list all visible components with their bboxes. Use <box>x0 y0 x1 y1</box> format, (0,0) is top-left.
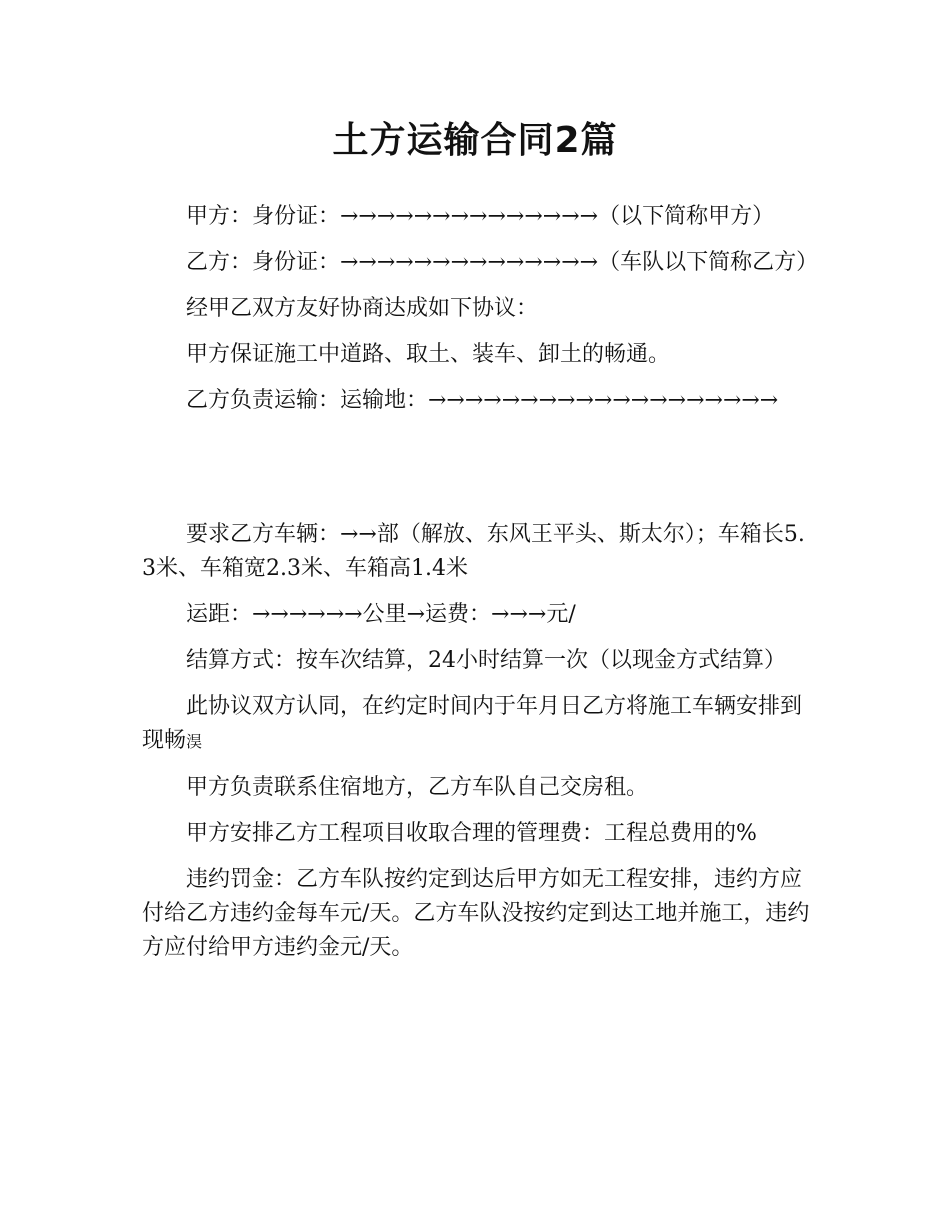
paragraph-lodging: 甲方负责联系住宿地方，乙方车队自己交房租。 <box>186 775 649 800</box>
paragraph-party-b: 乙方：身份证：→→→→→→→→→→→→→→（车队以下简称乙方） <box>186 250 819 275</box>
paragraph-arrangement <box>142 690 810 759</box>
paragraph-arrangement-text: 此协议双方认同，在约定时间内于年月日乙方将施工车辆安排到现畅 <box>142 694 803 753</box>
stray-mark: 淏 <box>186 732 203 751</box>
document-body <box>142 200 819 977</box>
document-title: 土方运输合同2篇 <box>332 120 618 161</box>
paragraph-transport-location: 乙方负责运输：运输地：→→→→→→→→→→→→→→→→→→→ <box>186 388 779 413</box>
paragraph-road-guarantee: 甲方保证施工中道路、取土、装车、卸土的畅通。 <box>186 342 671 367</box>
paragraph-penalty: 违约罚金：乙方车队按约定到达后甲方如无工程安排，违约方应付给乙方违约金每车元/天。乙方车队没按约定到达工地并施工，违约方应付给甲方违约金元/天。 <box>142 867 810 960</box>
paragraph-management-fee: 甲方安排乙方工程项目收取合理的管理费：工程总费用的% <box>186 821 757 846</box>
paragraph-settlement: 结算方式：按车次结算，24小时结算一次（以现金方式结算） <box>186 648 786 673</box>
paragraph-distance-fee: 运距：→→→→→→公里→运费：→→→元/ <box>186 602 576 627</box>
paragraph-agreement-intro: 经甲乙双方友好协商达成如下协议： <box>186 296 539 321</box>
paragraph-vehicle-requirements: 要求乙方车辆：→→部（解放、东风王平头、斯太尔）；车箱长5.3米、车箱宽2.3米、车箱高1.4米 <box>142 522 805 581</box>
paragraph-party-a: 甲方：身份证：→→→→→→→→→→→→→→（以下简称甲方） <box>186 204 775 229</box>
